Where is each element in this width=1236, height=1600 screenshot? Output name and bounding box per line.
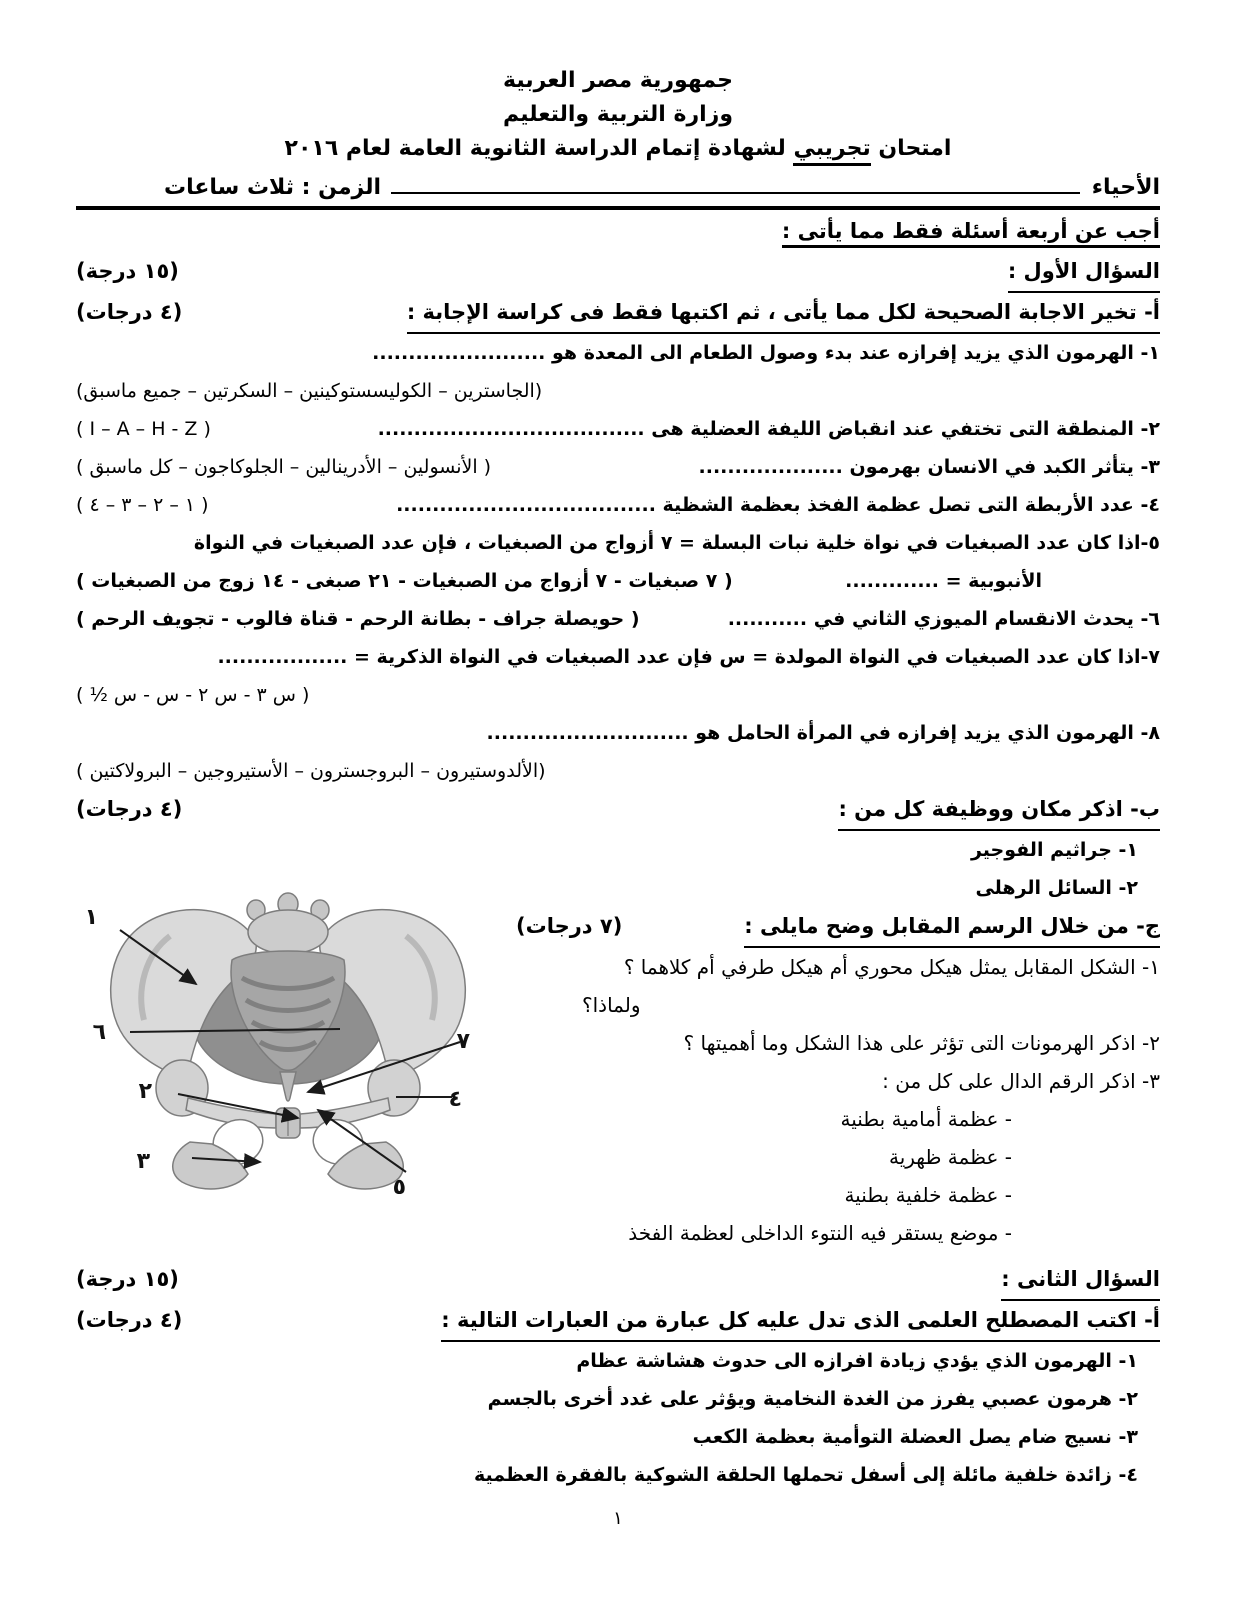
exam-title-underlined: تجريبي bbox=[793, 136, 870, 166]
mcq-item-5-line2 bbox=[76, 562, 1160, 600]
part-c-sub-item-4: - موضع يستقر فيه النتوء الداخلى لعظمة الفخذ bbox=[628, 1221, 1012, 1245]
pelvis-figure bbox=[70, 876, 506, 1198]
q2-item-1: ١- الهرمون الذي يؤدي زيادة افرازه الى حدوث هشاشة عظام bbox=[576, 1350, 1138, 1372]
mcq-item-4-choices: ( ١ – ٢ – ٣ – ٤ ) bbox=[76, 494, 209, 516]
mcq-item-6 bbox=[76, 600, 1160, 638]
pelvis-diagram bbox=[70, 876, 506, 1198]
mcq-item-6-choices: ( حويصلة جراف - بطانة الرحم - قناة فالوب - تجويف الرحم ) bbox=[76, 608, 640, 630]
q2-part-a-title: أ- اكتب المصطلح العلمى الذى تدل عليه كل عبارة من العبارات التالية : bbox=[441, 1301, 1160, 1342]
figure-label-5: ٥ bbox=[392, 1175, 406, 1198]
header-ministry: وزارة التربية والتعليم bbox=[503, 102, 733, 127]
q1-part-b-marks: (٤ درجات) bbox=[76, 797, 183, 821]
mcq-item-1-choices: (الجاسترين – الكوليسستوكينين – السكرتين – جميع ماسبق) bbox=[76, 380, 543, 402]
q1-part-b-title-row bbox=[76, 790, 1160, 831]
mcq-item-5-text: ٥-اذا كان عدد الصبغيات في نواة خلية نبات البسلة = ٧ أزواج من الصبغيات ، فإن عدد الصبغيات في النواة bbox=[193, 532, 1160, 554]
time-label: الزمن : ثلاث ساعات bbox=[164, 175, 382, 200]
part-c-item-1: ١- الشكل المقابل يمثل هيكل محوري أم هيكل طرفي أم كلاهما ؟ bbox=[623, 955, 1160, 979]
question1-marks: (١٥ درجة) bbox=[76, 259, 179, 283]
mcq-item-7-text: ٧-اذا كان عدد الصبغيات في النواة المولدة = س فإن عدد الصبغيات في النواة الذكرية = .................. bbox=[217, 646, 1160, 668]
question2-marks: (١٥ درجة) bbox=[76, 1267, 179, 1291]
pelvis-bones bbox=[111, 893, 466, 1189]
figure-label-1: ١ bbox=[84, 905, 98, 930]
q2-item-4: ٤- زائدة خلفية مائلة إلى أسفل تحملها الحلقة الشوكية بالفقرة العظمية bbox=[473, 1464, 1138, 1486]
figure-label-3: ٣ bbox=[136, 1149, 150, 1174]
mcq-item-5-text2: الأنبوبية = ............. bbox=[845, 570, 1042, 592]
mcq-item-3 bbox=[76, 448, 1160, 486]
blank-rule bbox=[391, 172, 1080, 194]
mcq-item-4 bbox=[76, 486, 1160, 524]
mcq-item-3-text: ٣- يتأثر الكبد في الانسان بهرمون .................... bbox=[698, 456, 1160, 478]
q1-part-c-title: ج- من خلال الرسم المقابل وضح مايلى : bbox=[744, 907, 1160, 948]
part-c-sub-item-2: - عظمة ظهرية bbox=[888, 1145, 1012, 1169]
mcq-item-2 bbox=[76, 410, 1160, 448]
q1-part-b-title: ب- اذكر مكان ووظيفة كل من : bbox=[838, 790, 1160, 831]
q2-part-a-title-row bbox=[76, 1301, 1160, 1342]
question1-title-row bbox=[76, 252, 1160, 293]
question1-title: السؤال الأول : bbox=[1008, 252, 1160, 293]
mcq-item-2-text: ٢- المنطقة التى تختفي عند انقباض الليفة العضلية هى ..................................... bbox=[377, 418, 1160, 440]
subject-row bbox=[76, 172, 1160, 203]
part-c-item-2: ٢- اذكر الهرمونات التى تؤثر على هذا الشكل وما أهميتها ؟ bbox=[683, 1031, 1160, 1055]
mcq-item-5-choices: ( ٧ صبغيات - ٧ أزواج من الصبغيات - ٢١ صبغى - ١٤ زوج من الصبغيات ) bbox=[76, 570, 733, 592]
q1-part-c bbox=[516, 907, 1160, 1252]
mcq-item-7-choices: ( ½ س - س - ٢ س - ٣ س ) bbox=[76, 684, 310, 706]
mcq-item-1-text: ١- الهرمون الذي يزيد إفرازه عند بدء وصول الطعام الى المعدة هو ........................ bbox=[372, 342, 1160, 364]
part-c-sub-item-3: - عظمة خلفية بطنية bbox=[844, 1183, 1012, 1207]
q1-part-a-marks: (٤ درجات) bbox=[76, 300, 183, 324]
figure-label-2: ٢ bbox=[138, 1079, 152, 1104]
part-c-sub-item-1: - عظمة أمامية بطنية bbox=[840, 1107, 1012, 1131]
q1-part-a-title-row bbox=[76, 293, 1160, 334]
mcq-item-2-choices: ( I – A – H - Z ) bbox=[76, 418, 211, 440]
subject-label: الأحياء bbox=[1091, 175, 1160, 200]
exam-title-pre: امتحان bbox=[870, 136, 952, 161]
mcq-item-3-choices: ( الأنسولين – الأدرينالين – الجلوكاجون – كل ماسبق ) bbox=[76, 456, 492, 478]
question2-title: السؤال الثانى : bbox=[1001, 1260, 1160, 1301]
header-country: جمهورية مصر العربية bbox=[503, 68, 733, 93]
question2-block bbox=[76, 1260, 1160, 1494]
figure-label-7: ٧ bbox=[456, 1029, 470, 1054]
q1-part-a-title: أ- تخير الاجابة الصحيحة لكل مما يأتى ، ثم اكتبها فقط فى كراسة الإجابة : bbox=[407, 293, 1160, 334]
q2-part-a-marks: (٤ درجات) bbox=[76, 1308, 183, 1332]
q2-item-2: ٢- هرمون عصبي يفرز من الغدة النخامية ويؤثر على غدد أخرى بالجسم bbox=[487, 1388, 1138, 1410]
question2-title-row bbox=[76, 1260, 1160, 1301]
part-c-item-why: ولماذا؟ bbox=[582, 993, 641, 1017]
q2-item-3: ٣- نسيج ضام يصل العضلة التوأمية بعظمة الكعب bbox=[692, 1426, 1138, 1448]
mcq-item-8-choices: (الألدوستيرون – البروجسترون – الأستيروجين – البرولاكتين ) bbox=[76, 760, 546, 782]
exam-title-post: لشهادة إتمام الدراسة الثانوية العامة لعام ٢٠١٦ bbox=[284, 136, 794, 161]
figure-label-4: ٤ bbox=[448, 1087, 462, 1112]
mcq-item-8-text: ٨- الهرمون الذي يزيد إفرازه في المرأة الحامل هو ............................ bbox=[486, 722, 1160, 744]
page-number: ١ bbox=[613, 1508, 623, 1529]
part-b-item-1: ١- جراثيم الفوجير bbox=[970, 839, 1138, 861]
mcq-item-6-text: ٦- يحدث الانقسام الميوزي الثاني في ........... bbox=[727, 608, 1160, 630]
header-exam-title bbox=[76, 132, 1160, 166]
mcq-item-4-text: ٤- عدد الأربطة التى تصل عظمة الفخذ بعظمة الشظية .................................... bbox=[396, 494, 1160, 516]
part-b-item-2: ٢- السائل الرهلى bbox=[975, 877, 1138, 899]
q1-part-c-marks: (٧ درجات) bbox=[516, 914, 623, 938]
figure-label-6: ٦ bbox=[92, 1020, 106, 1045]
part-c-item-3: ٣- اذكر الرقم الدال على كل من : bbox=[882, 1069, 1160, 1093]
q1-part-c-title-row bbox=[516, 907, 1160, 948]
exam-instruction: أجب عن أربعة أسئلة فقط مما يأتى : bbox=[76, 210, 1160, 252]
